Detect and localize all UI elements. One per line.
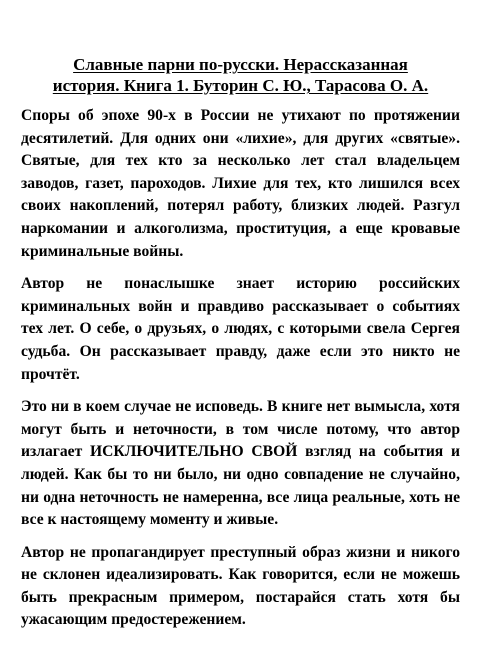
paragraph-1: Споры об эпохе 90-х в России не утихают по протяжении десятилетий. Для одних они «лихие», для других «святые». Святые, для тех кто за несколько лет стал владельцем заводов, газет, пароходов. Лихие для тех, кто лишился всех своих накоплений, потерял работу, близких людей. Разгул наркомании и алкоголизма, проституция, а еще кровавые криминальные войны. xyxy=(21,107,460,260)
document-title xyxy=(21,54,460,96)
paragraph-2: Автор не понаслышке знает историю российских криминальных войн и правдиво рассказывает о событиях тех лет. О себе, о друзьях, о людях, с которыми свела Сергея судьба. Он рассказывает правду, даже если это никто не прочтёт. xyxy=(21,275,460,383)
paragraph-4: Автор не пропагандирует преступный образ жизни и никого не склонен идеализировать. Как говорится, если не можешь быть прекрасным примером, постарайся стать хотя бы ужасающим предостережением. xyxy=(21,543,460,629)
document-title-line-1: Славные парни по-русски. Нерассказанная xyxy=(73,55,408,74)
document-title-line-2: история. Книга 1. Буторин С. Ю., Тарасова О. А. xyxy=(52,76,429,95)
paragraph-3: Это ни в коем случае не исповедь. В книге нет вымысла, хотя могут быть и неточности, в том числе потому, что автор излагает ИСКЛЮЧИТЕЛЬНО СВОЙ взгляд на события и людей. Как бы то ни было, ни одно совпадение не случайно, ни одна неточность не намеренна, все лица реальные, хоть не все к настоящему моменту и живые. xyxy=(21,398,460,529)
